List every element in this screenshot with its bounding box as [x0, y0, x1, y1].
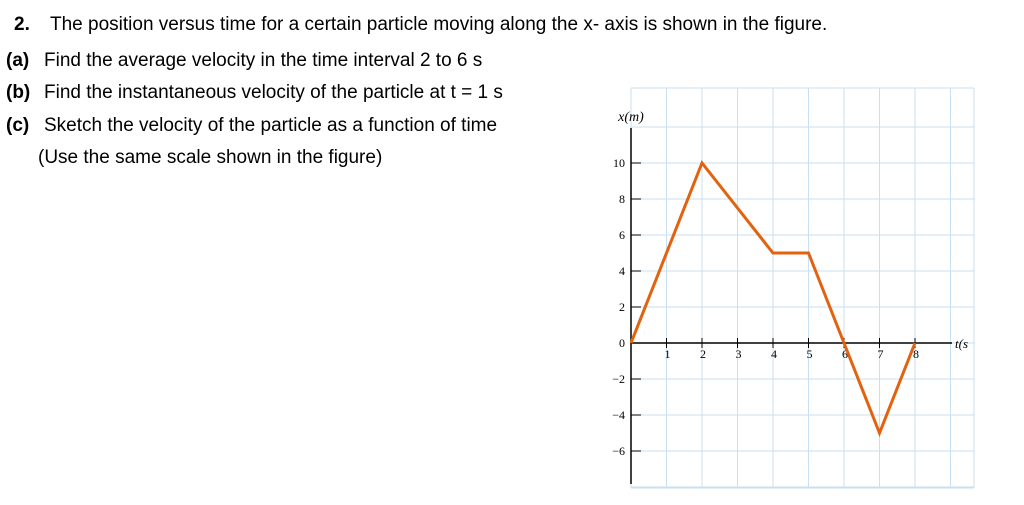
- part-c-label: (c): [6, 115, 30, 136]
- chart-grid: [631, 88, 974, 488]
- x-tick-label: 4: [771, 347, 777, 361]
- x-tick-label: 8: [913, 347, 919, 361]
- y-tick-label: 6: [619, 228, 625, 242]
- part-b-label: (b): [6, 82, 31, 103]
- part-c-text: Sketch the velocity of the particle as a function of time: [44, 115, 498, 136]
- x-tick-label: 1: [664, 347, 671, 361]
- y-tick-label: 8: [619, 192, 625, 206]
- scale-note: (Use the same scale shown in the figure): [38, 147, 383, 168]
- y-tick-label: 0: [619, 336, 625, 350]
- y-tick-label: −6: [612, 444, 625, 458]
- x-tick-label: 5: [806, 347, 813, 361]
- x-tick-label: 3: [735, 347, 742, 361]
- x-tick-label: 6: [842, 347, 848, 361]
- y-tick-label: −2: [612, 372, 625, 386]
- x-tick-label: 7: [877, 347, 884, 361]
- y-tick-label: 2: [619, 300, 625, 314]
- part-a-text: Find the average velocity in the time interval 2 to 6 s: [44, 50, 483, 71]
- problem-statement: The position versus time for a certain particle moving along the x- axis is shown in the figure.: [50, 14, 828, 35]
- x-tick-label: 2: [700, 347, 706, 361]
- problem-number: 2.: [14, 14, 30, 35]
- chart-axes: [631, 128, 952, 484]
- part-a-label: (a): [6, 50, 30, 71]
- y-tick-label: −4: [612, 408, 625, 422]
- x-axis-label: t(s: [955, 336, 968, 351]
- part-b-text: Find the instantaneous velocity of the particle at t = 1 s: [44, 82, 503, 103]
- y-tick-label: 4: [619, 264, 625, 278]
- y-axis-label: x(m): [618, 110, 644, 125]
- y-tick-label: 10: [613, 156, 625, 170]
